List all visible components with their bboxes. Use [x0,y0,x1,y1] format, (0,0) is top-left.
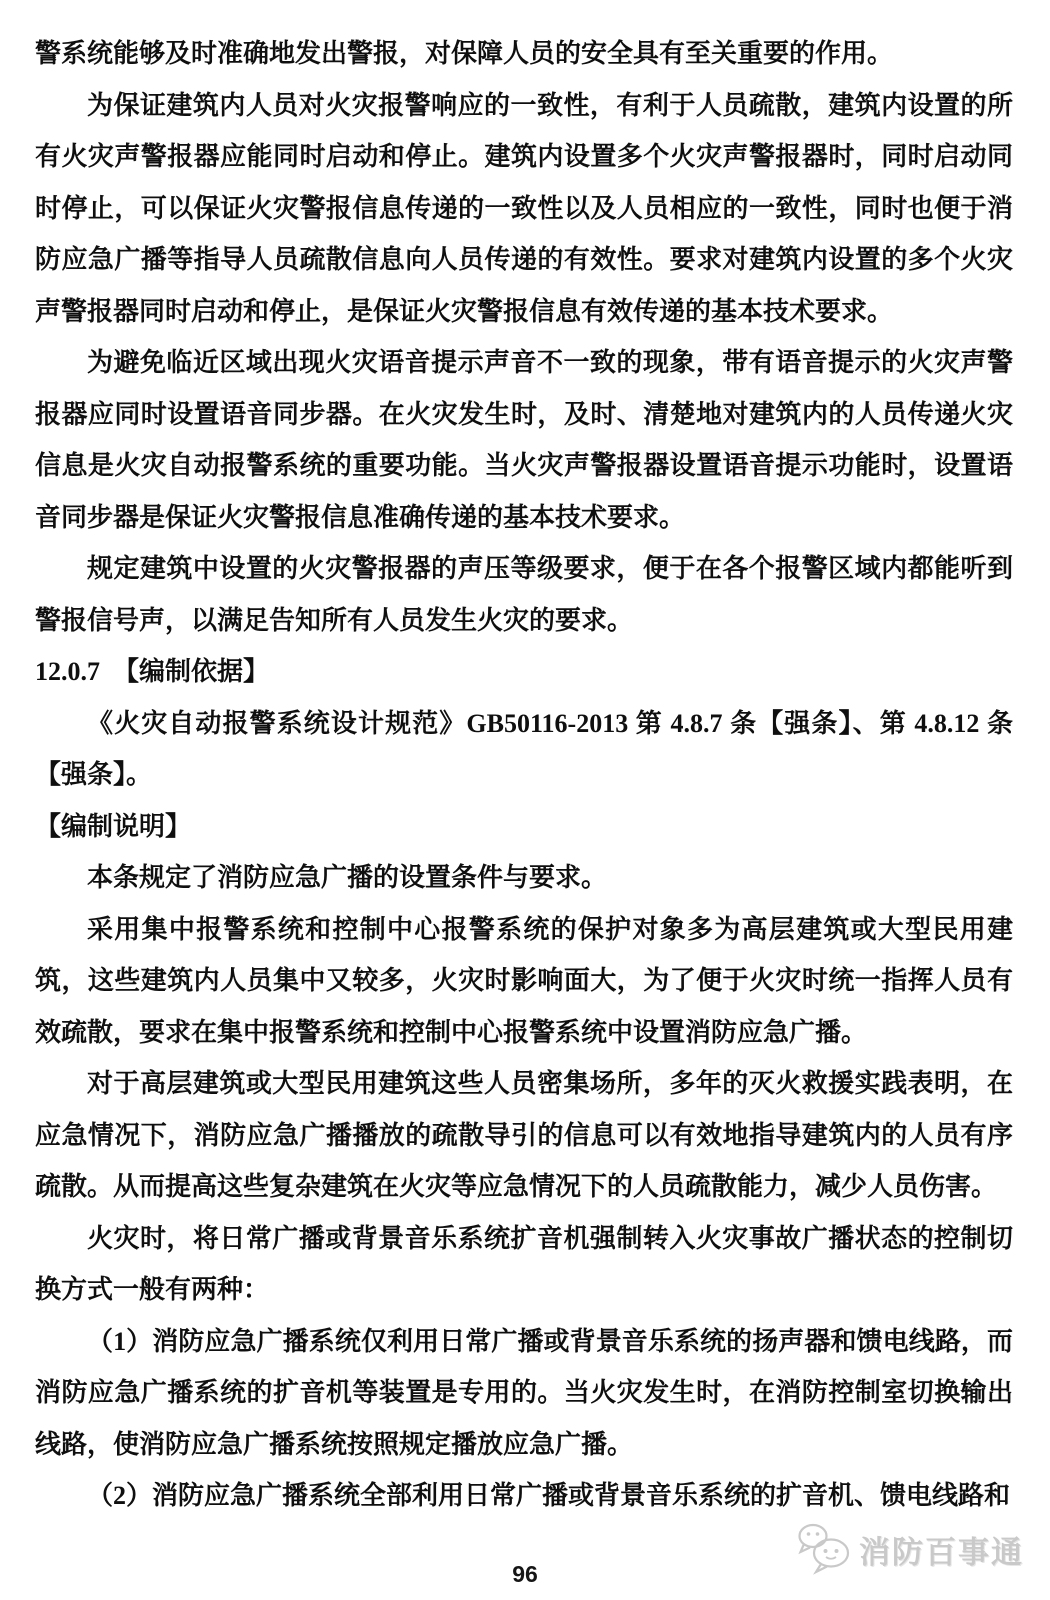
paragraph: 为保证建筑内人员对火灾报警响应的一致性，有利于人员疏散，建筑内设置的所有火灾声警报器应能同时启动和停止。建筑内设置多个火灾声警报器时，同时启动同时停止，可以保证火灾警报信息传递的一致性以及人员相应的一致性，同时也便于消防应急广播等指导人员疏散信息向人员传递的有效性。要求对建筑内设置的多个火灾声警报器同时启动和停止，是保证火灾警报信息有效传递的基本技术要求。 [35,90,1013,326]
document-page [35,28,1013,1522]
paragraph: 采用集中报警系统和控制中心报警系统的保护对象多为高层建筑或大型民用建筑，这些建筑内人员集中又较多，火灾时影响面大，为了便于火灾时统一指挥人员有效疏散，要求在集中报警系统和控制中心报警系统中设置消防应急广播。 [35,914,1013,1047]
watermark-text: 消防百事通 [859,1534,1024,1570]
section-heading: 12.0.7 【编制依据】 [35,657,270,686]
paragraph: 为避免临近区域出现火灾语音提示声音不一致的现象，带有语音提示的火灾声警报器应同时设置语音同步器。在火灾发生时，及时、清楚地对建筑内的人员传递火灾信息是火灾自动报警系统的重要功能。当火灾声警报器设置语音提示功能时，设置语音同步器是保证火灾警报信息准确传递的基本技术要求。 [35,348,1013,532]
page-number: 96 [512,1561,538,1587]
paragraph: （1）消防应急广播系统仅利用日常广播或背景音乐系统的扬声器和馈电线路，而消防应急广播系统的扩音机等装置是专用的。当火灾发生时，在消防控制室切换输出线路，使消防应急广播系统按照规定播放应急广播。 [35,1326,1013,1459]
paragraph: 本条规定了消防应急广播的设置条件与要求。 [87,863,608,892]
paragraph: 火灾时，将日常广播或背景音乐系统扩音机强制转入火灾事故广播状态的控制切换方式一般有两种： [35,1223,1013,1304]
paragraph: （2）消防应急广播系统全部利用日常广播或背景音乐系统的扩音机、馈电线路和 [87,1481,1011,1510]
paragraph: 警系统能够及时准确地发出警报，对保障人员的安全具有至关重要的作用。 [35,39,894,68]
section-heading: 【编制说明】 [35,811,192,841]
paragraph: 对于高层建筑或大型民用建筑这些人员密集场所，多年的灭火救援实践表明，在应急情况下，消防应急广播播放的疏散导引的信息可以有效地指导建筑内的人员有序疏散。从而提高这些复杂建筑在火灾等应急情况下的人员疏散能力，减少人员伤害。 [35,1069,1013,1201]
paragraph: 《火灾自动报警系统设计规范》GB50116-2013 第 4.8.7 条【强条】、第 4.8.12 条【强条】。 [35,708,1013,789]
paragraph: 规定建筑中设置的火灾警报器的声压等级要求，便于在各个报警区域内都能听到警报信号声，以满足告知所有人员发生火灾的要求。 [35,554,1013,635]
